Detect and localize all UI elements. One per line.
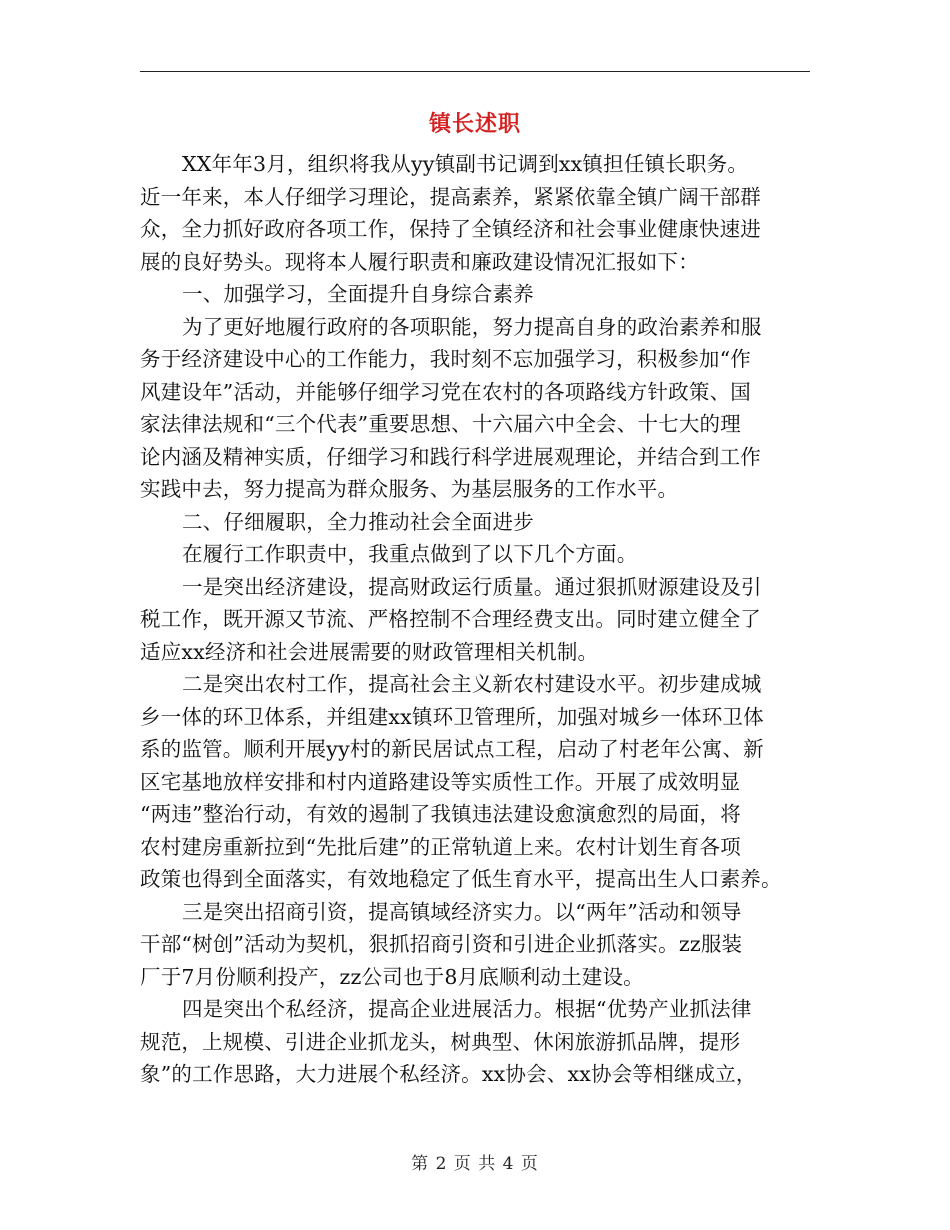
text-line: 论内涵及精神实质，仔细学习和践行科学进展观理论，并结合到工作 (140, 444, 761, 469)
text-line: 实践中去，努力提高为群众服务、为基层服务的工作水平。 (140, 477, 679, 501)
text-line: “两违”整治行动，有效的遏制了我镇违法建设愈演愈烈的局面，将 (140, 802, 741, 826)
text-line: 一是突出经济建设，提高财政运行质量。通过狠抓财源建设及引 (182, 574, 762, 599)
text-line: 系的监管。顺利开展yy村的新民居试点工程，启动了村老年公寓、新 (140, 737, 764, 761)
text-line: 政策也得到全面落实，有效地稳定了低生育水平，提高出生人口素养。 (140, 867, 782, 891)
document-body (140, 148, 812, 1091)
text-line: 区宅基地放样安排和村内道路建设等实质性工作。开展了成效明显 (140, 769, 741, 794)
text-line: 家法律法规和“三个代表”重要思想、十六届六中全会、十七大的理 (140, 412, 741, 436)
text-line: 在履行工作职责中，我重点做到了以下几个方面。 (182, 542, 638, 566)
text-line: 二、仔细履职，全力推动社会全面进步 (182, 509, 534, 534)
document-title: 镇长述职 (428, 112, 521, 137)
text-line: 四是突出个私经济，提高企业进展活力。根据“优势产业抓法律 (182, 997, 752, 1021)
text-line: 干部“树创”活动为契机，狠抓招商引资和引进企业抓落实。zz服装 (140, 932, 743, 956)
text-line: 税工作，既开源又节流、严格控制不合理经费支出。同时建立健全了 (140, 607, 761, 631)
text-line: 厂于7月份顺利投产，zz公司也于8月底顺利动土建设。 (140, 964, 644, 989)
text-line: 适应xx经济和社会进展需要的财政管理相关机制。 (140, 639, 599, 664)
text-line: 象”的工作思路，大力进展个私经济。xx协会、xx协会等相继成立， (140, 1062, 757, 1086)
text-line: 务于经济建设中心的工作能力，我时刻不忘加强学习，积极参加“作 (140, 347, 751, 371)
text-line: 三是突出招商引资，提高镇域经济实力。以“两年”活动和领导 (182, 899, 742, 924)
text-line: 一、加强学习，全面提升自身综合素养 (182, 282, 534, 306)
text-line: 众，全力抓好政府各项工作，保持了全镇经济和社会事业健康快速进 (140, 217, 761, 241)
text-line: 乡一体的环卫体系，并组建xx镇环卫管理所，加强对城乡一体环卫体 (140, 704, 764, 729)
text-line: 二是突出农村工作，提高社会主义新农村建设水平。初步建成城 (182, 672, 762, 696)
text-line: XX年年3月，组织将我从yy镇副书记调到xx镇担任镇长职务。 (182, 152, 749, 176)
page-number-footer: 第 2 页 共 4 页 (411, 1154, 539, 1174)
text-line: 近一年来，本人仔细学习理论，提高素养，紧紧依靠全镇广阔干部群 (140, 184, 761, 209)
text-line: 展的良好势头。现将本人履行职责和廉政建设情况汇报如下： (140, 249, 699, 274)
text-line: 风建设年”活动，并能够仔细学习党在农村的各项路线方针政策、国 (140, 379, 751, 404)
text-line: 农村建房重新拉到“先批后建”的正常轨道上来。农村计划生育各项 (140, 834, 741, 859)
text-line: 为了更好地履行政府的各项职能，努力提高自身的政治素养和服 (182, 314, 762, 339)
text-line: 规范，上规模、引进企业抓龙头，树典型、休闲旅游抓品牌，提形 (140, 1029, 741, 1054)
header-rule (140, 71, 810, 72)
